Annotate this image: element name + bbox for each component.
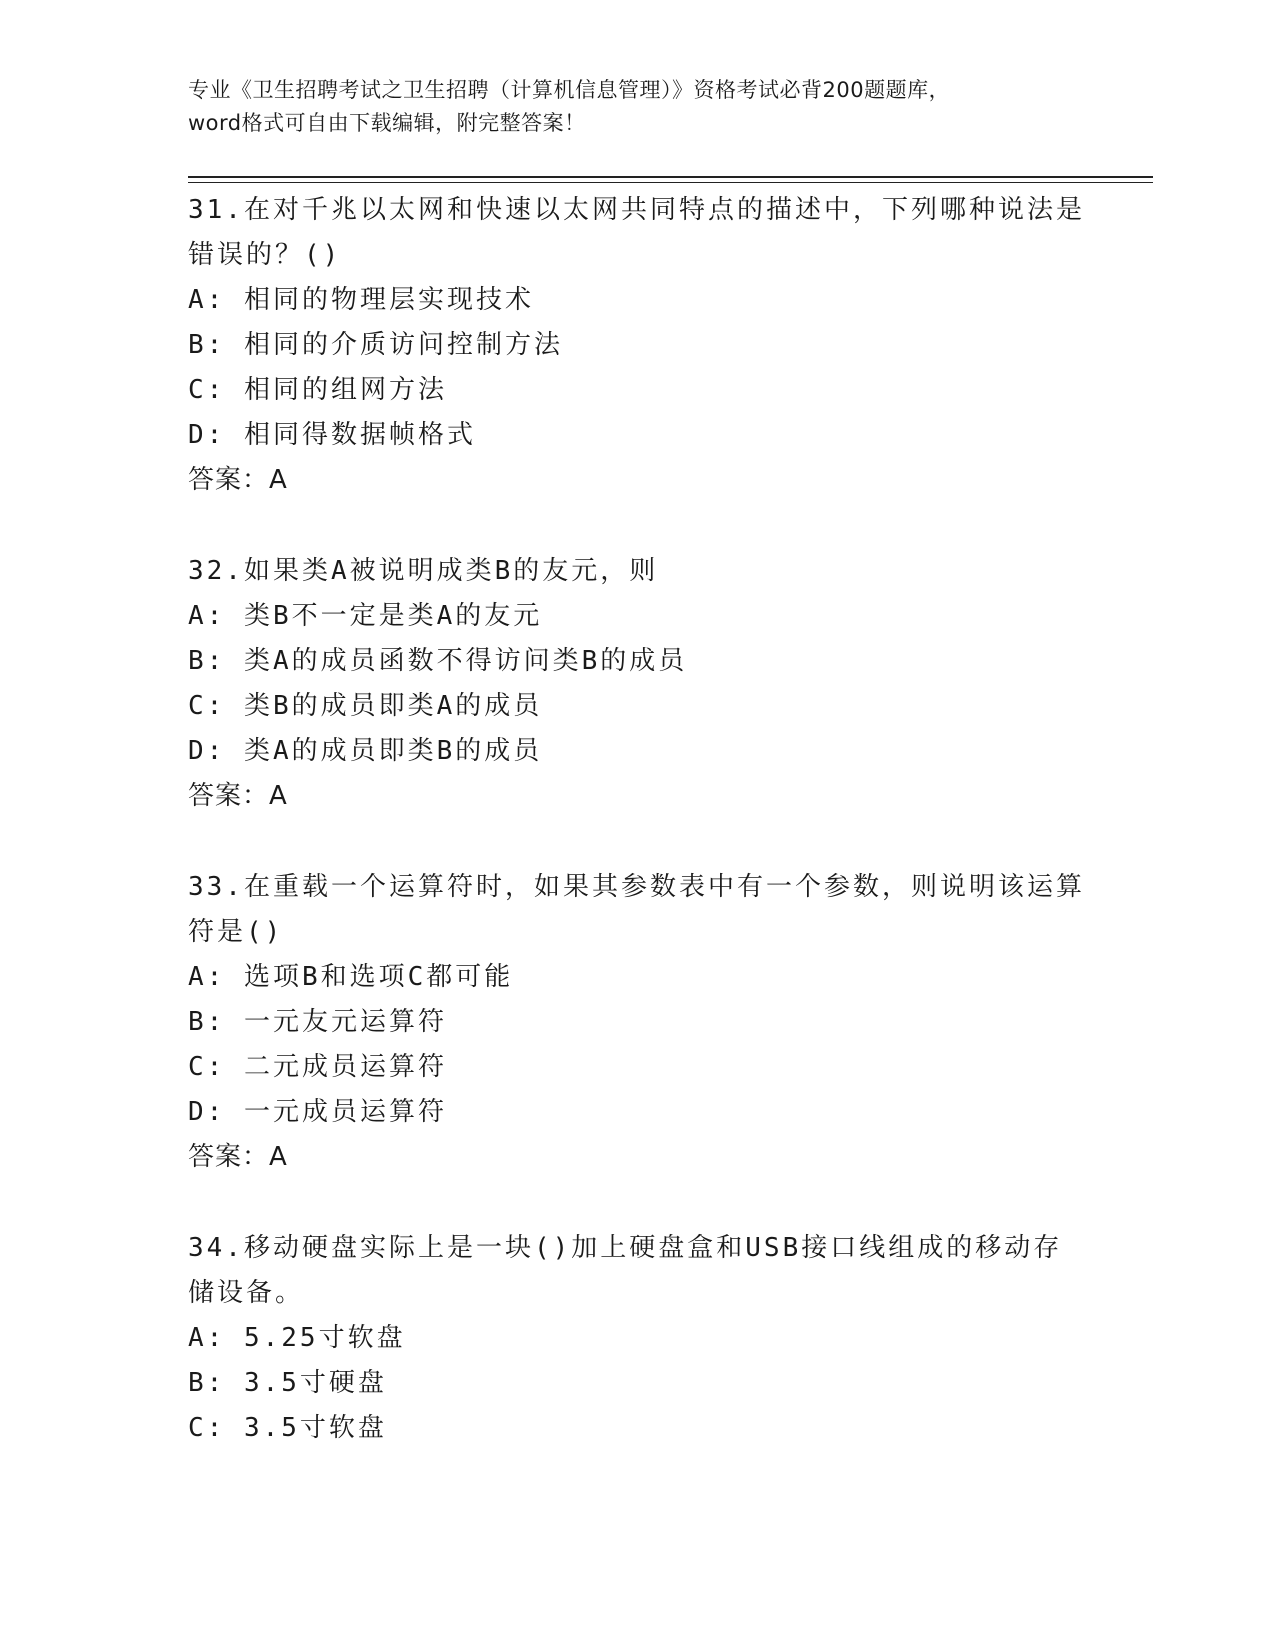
option-a: A: 类B不一定是类A的友元 bbox=[188, 601, 543, 631]
header-line-2: word格式可自由下载编辑，附完整答案！ bbox=[188, 111, 586, 135]
answer: 答案：A bbox=[188, 1142, 288, 1172]
option-b: B: 相同的介质访问控制方法 bbox=[188, 330, 563, 360]
header-line-1: 专业《卫生招聘考试之卫生招聘（计算机信息管理）》资格考试必背200题题库， bbox=[188, 78, 951, 102]
answer: 答案：A bbox=[188, 781, 288, 811]
question-32 bbox=[188, 549, 1088, 819]
question-31 bbox=[188, 188, 1088, 503]
header-divider-thick bbox=[188, 176, 1153, 178]
question-34 bbox=[188, 1226, 1088, 1451]
option-d: D: 一元成员运算符 bbox=[188, 1097, 447, 1127]
option-d: D: 类A的成员即类B的成员 bbox=[188, 736, 543, 766]
option-c: C: 3.5寸软盘 bbox=[188, 1413, 387, 1443]
option-b: B: 类A的成员函数不得访问类B的成员 bbox=[188, 646, 688, 676]
question-stem: 34.移动硬盘实际上是一块()加上硬盘盒和USB接口线组成的移动存储设备。 bbox=[188, 1233, 1063, 1308]
question-33 bbox=[188, 865, 1088, 1180]
option-c: C: 类B的成员即类A的成员 bbox=[188, 691, 543, 721]
option-b: B: 3.5寸硬盘 bbox=[188, 1368, 387, 1398]
question-stem: 31.在对千兆以太网和快速以太网共同特点的描述中，下列哪种说法是错误的？() bbox=[188, 195, 1085, 270]
question-list bbox=[188, 188, 1088, 1451]
header-divider-thin bbox=[188, 182, 1153, 183]
question-stem: 32.如果类A被说明成类B的友元，则 bbox=[188, 556, 659, 586]
answer: 答案：A bbox=[188, 465, 288, 495]
option-b: B: 一元友元运算符 bbox=[188, 1007, 447, 1037]
option-c: C: 二元成员运算符 bbox=[188, 1052, 447, 1082]
option-c: C: 相同的组网方法 bbox=[188, 375, 447, 405]
option-a: A: 选项B和选项C都可能 bbox=[188, 962, 514, 992]
question-stem: 33.在重载一个运算符时，如果其参数表中有一个参数，则说明该运算符是() bbox=[188, 872, 1085, 947]
option-a: A: 相同的物理层实现技术 bbox=[188, 285, 534, 315]
document-header bbox=[188, 74, 1088, 140]
option-a: A: 5.25寸软盘 bbox=[188, 1323, 406, 1353]
option-d: D: 相同得数据帧格式 bbox=[188, 420, 476, 450]
